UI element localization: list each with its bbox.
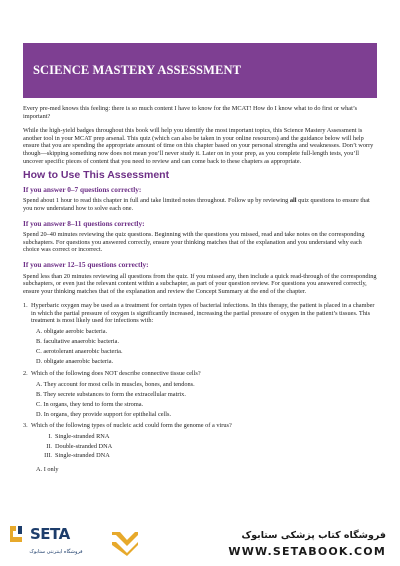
logo-tagline: فروشگاه اینترنتی ستابوک [29,549,83,555]
tier-1-text [23,197,379,212]
answer-option[interactable]: C. aerotolerant anaerobic bacteria. [36,348,123,356]
question-number: 3. [23,422,28,430]
roman-numeral: II. [46,442,52,450]
tier-2-heading: If you answer 8–11 questions correctly: [23,218,145,228]
tier-1-text-b: quiz questions to ensure that you now understand how to solve each one. [23,197,370,212]
answer-option[interactable]: C. In organs, they tend to form the stroma. [36,400,144,408]
answer-option[interactable]: B. facultative anaerobic bacteria. [36,338,120,346]
answer-option[interactable]: D. obligate anaerobic bacteria. [36,358,114,366]
store-url-link[interactable]: WWW.SETABOOK.COM [228,545,386,558]
question-stem: Which of the following types of nucleic acid could form the genome of a virus? [31,422,232,430]
answer-option[interactable]: B. They secrete substances to form the extracellular matrix. [36,390,186,398]
answer-option[interactable]: D. In organs, they provide support for epithelial cells. [36,410,172,418]
roman-text: Double-stranded DNA [55,442,113,450]
answer-option[interactable]: A. obligate aerobic bacteria. [36,328,108,336]
question-stem: Hyperbaric oxygen may be used as a treatment for certain types of bacterial infections. In this therapy, the patient is placed in a chamber in which the partial pressure of oxygen is significantly increased, increasing the partial pressure of oxygen in the patient’s tissues. This treatment is most likely used for infections with: [31,302,375,325]
tier-3-text: Spend less than 20 minutes reviewing all questions from the quiz. If you missed any, then include a quick read-through of the corresponding subchapters, or even just the relevant content within a subchapter, as part of your question review. For questions you answered correctly, ensure your thinking matches that of the explanation and review the Concept Summary at the end of the chapter. [23,272,377,295]
tier-1-heading: If you answer 0–7 questions correctly: [23,184,142,194]
logo-wordmark: SETA [30,525,70,543]
tier-3-heading: If you answer 12–15 questions correctly: [23,259,149,269]
banner-title: SCIENCE MASTERY ASSESSMENT [33,63,242,77]
question-number: 1. [23,302,28,310]
question-2 [23,370,379,418]
roman-numeral: III. [44,452,52,460]
roman-text: Single-stranded RNA [55,433,110,440]
roman-item [40,443,379,451]
roman-item [40,452,379,460]
roman-item [40,433,379,441]
brand-mark-icon [110,528,140,556]
how-to-heading: How to Use This Assessment [23,169,170,182]
answer-option[interactable]: A. They account for most cells in muscles, bones, and tendons. [36,380,195,388]
question-3 [23,422,379,473]
intro-paragraph-1: Every pre-med knows this feeling: there is so much content I have to know for the MCAT! How do I know what to do first or what’s important? [23,105,358,120]
tier-2-text: Spend 20–40 minutes reviewing the quiz questions. Beginning with the questions you missed, read and take notes on the corresponding subchapters. For questions you answered correctly, ensure your thinking matches that of the explanation and you understand why each choice was correct or incorrect. [23,231,365,254]
tier-1-text-a: Spend about 1 hour to read this chapter in full and take limited notes throughout. Follow up by reviewing [23,197,290,205]
question-1 [23,302,379,366]
roman-numeral: I. [48,433,52,440]
answer-option[interactable]: A. I only [36,465,59,473]
store-name-fa: فروشگاه کتاب پزشکی ستابوک [241,530,386,541]
page-content [23,105,379,473]
section-banner [23,43,377,98]
setabook-logo[interactable] [8,522,88,560]
tier-1-text-bold: all [289,197,297,205]
question-stem: Which of the following does NOT describe connective tissue cells? [31,369,201,377]
question-number: 2. [23,369,28,377]
intro-paragraph-2: While the high-yield badges throughout this book will help you identify the most important topics, this Science Mastery Assessment is another tool in your MCAT prep arsenal. This quiz (which can also be taken in your online resources) and the guidance below will help ensure that you are spending the appropriate amount of time on this chapter based on your personal strengths and weaknesses. Don’t worry though—skipping something now does not mean you’ll never study it. Later on in your prep, as you complete full-length tests, you’ll uncover specific pieces of content that you need to review and can come back to these chapters as appropriate. [23,127,374,165]
roman-text: Single-stranded DNA [55,452,110,460]
store-footer [0,520,400,566]
